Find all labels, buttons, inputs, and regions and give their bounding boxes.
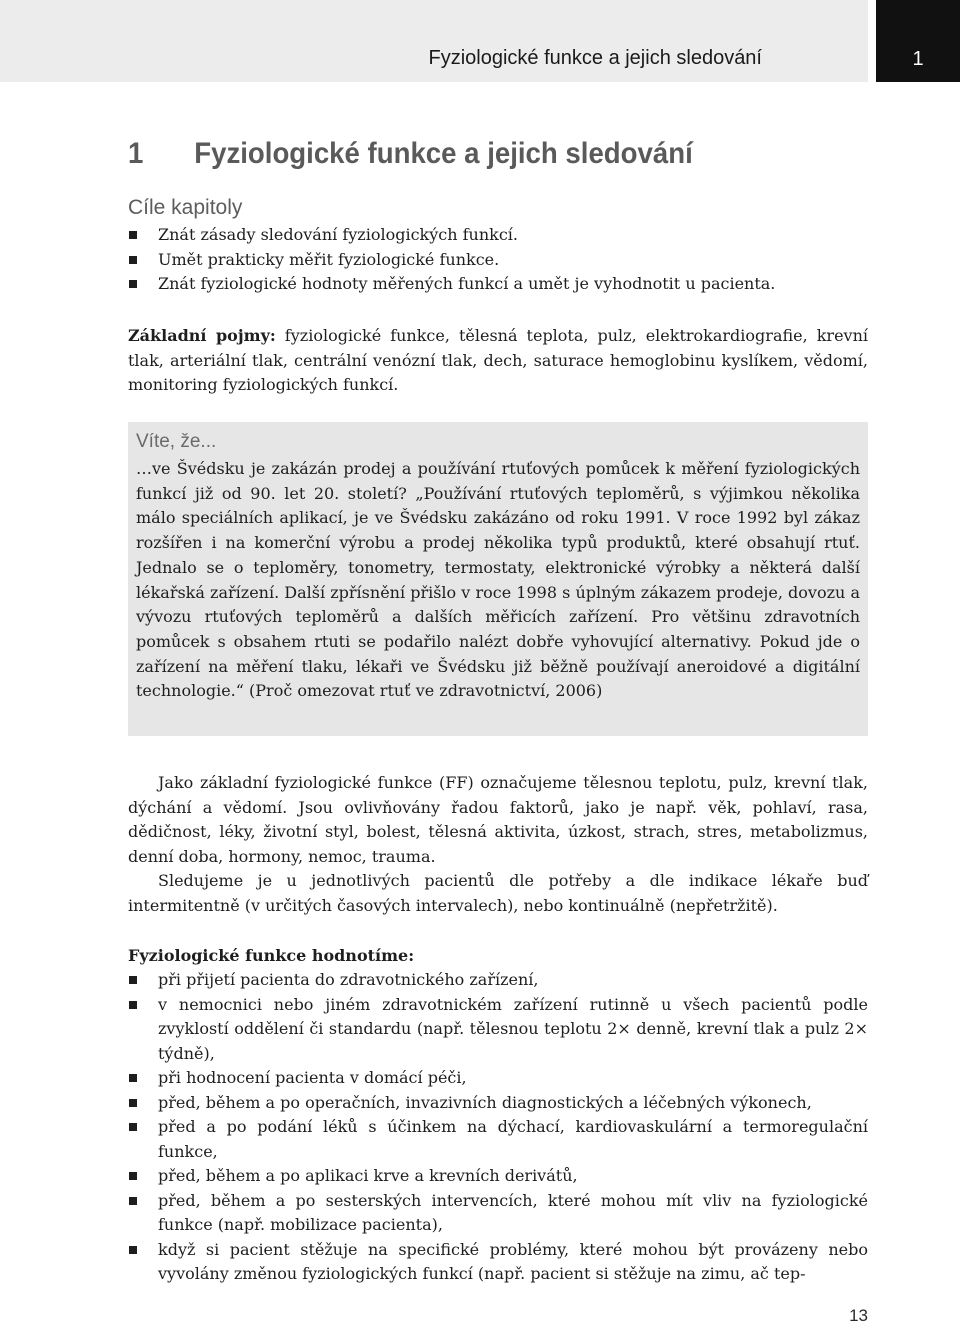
running-header xyxy=(0,0,868,82)
list-item: Znát fyziologické hodnoty měřených funkcí a umět je vyhodnotit u pacienta. xyxy=(128,272,868,297)
keywords-text: fyziologické funkce, tělesná teplota, pulz, elektrokardiografie, krevní tlak, arteriální tlak, centrální venózní tlak, dech, saturace hemoglobinu kyslíkem, vědomí, monitoring fyziologických funkcí. xyxy=(128,326,869,394)
chapter-number: 1 xyxy=(128,137,144,170)
list-item: před, během a po aplikaci krve a krevních derivátů, xyxy=(128,1164,868,1189)
page-number: 13 xyxy=(849,1306,868,1325)
goals-title: Cíle kapitoly xyxy=(128,196,243,219)
list-item: před, během a po operačních, invazivních diagnostických a léčebných výkonech, xyxy=(128,1091,868,1116)
list-item: v nemocnici nebo jiném zdravotnickém zařízení rutinně u všech pacientů podle zvyklostí oddělení či standardu (např. tělesnou teplotu 2× denně, krevní tlak a pulz 2× týdně), xyxy=(128,993,868,1067)
list-item: Umět prakticky měřit fyziologické funkce. xyxy=(128,248,868,273)
assessment-list xyxy=(128,968,868,1287)
goals-list xyxy=(128,223,868,297)
keywords-paragraph xyxy=(128,324,868,398)
running-title: Fyziologické funkce a jejich sledování xyxy=(428,47,762,69)
keywords-label: Základní pojmy: xyxy=(128,326,276,345)
list-item: před, během a po sesterských intervencích, které mohou mít vliv na fyziologické funkce (např. mobilizace pacienta), xyxy=(128,1189,868,1238)
list-item: při hodnocení pacienta v domácí péči, xyxy=(128,1066,868,1091)
body-paragraph-2: Sledujeme je u jednotlivých pacientů dle potřeby a dle indikace lékaře buď intermitentně (v určitých časových intervalech), nebo kontinuálně (nepřetržitě). xyxy=(128,871,868,915)
info-box-text: …ve Švédsku je zakázán prodej a používání rtuťových pomůcek k měření fyziologických funkcí již od 90. let 20. století? „Používání rtuťových teploměrů, s výjimkou několika málo speciálních aplikací, je ve Švédsku zakázáno od roku 1991. V roce 1992 byl zákaz rozšířen i na komerční výrobu a prodej několika typů produktů, které obsahují rtuť. Jednalo se o teploměry, tonometry, termostaty, elektronické výrobky a některá další lékařská zařízení. Další zpřísnění přišlo v roce 1998 s úplným zákazem prodeje, dovozu a vývozu rtuťových teploměrů a dalších měřicích zařízení. Pro většinu zdravotních pomůcek s obsahem rtuti se podařilo nalézt dobře vyhovující alternativy. Pokud jde o zařízení na měření tlaku, lékaři ve Švédsku již běžně používají aneroidové a digitální technologie.“ (Proč omezovat rtuť ve zdravotnictví, 2006) xyxy=(136,459,860,701)
list-item: Znát zásady sledování fyziologických funkcí. xyxy=(128,223,868,248)
info-box-title: Víte, že... xyxy=(136,431,217,452)
chapter-title: Fyziologické funkce a jejich sledování xyxy=(194,137,693,170)
body-paragraph-1: Jako základní fyziologické funkce (FF) označujeme tělesnou teplotu, pulz, krevní tlak, dýchání a vědomí. Jsou ovlivňovány řadou faktorů, jako je např. věk, pohlaví, rasa, dědičnost, léky, životní styl, bolest, tělesná aktivita, úzkost, strach, stres, metabolizmus, denní doba, hormony, nemoc, trauma. xyxy=(128,773,868,866)
list-item: před a po podání léků s účinkem na dýchací, kardiovaskulární a termoregulační funkce, xyxy=(128,1115,868,1164)
list-item: když si pacient stěžuje na specifické problémy, které mohou být provázeny nebo vyvolány změnou fyziologických funkcí (např. pacient si stěžuje na zimu, ač tep- xyxy=(128,1238,868,1287)
list-item: při přijetí pacienta do zdravotnického zařízení, xyxy=(128,968,868,993)
chapter-heading xyxy=(128,137,693,171)
assessment-title: Fyziologické funkce hodnotíme: xyxy=(128,946,415,965)
chapter-tab: 1 xyxy=(876,0,960,82)
info-box xyxy=(128,422,868,736)
